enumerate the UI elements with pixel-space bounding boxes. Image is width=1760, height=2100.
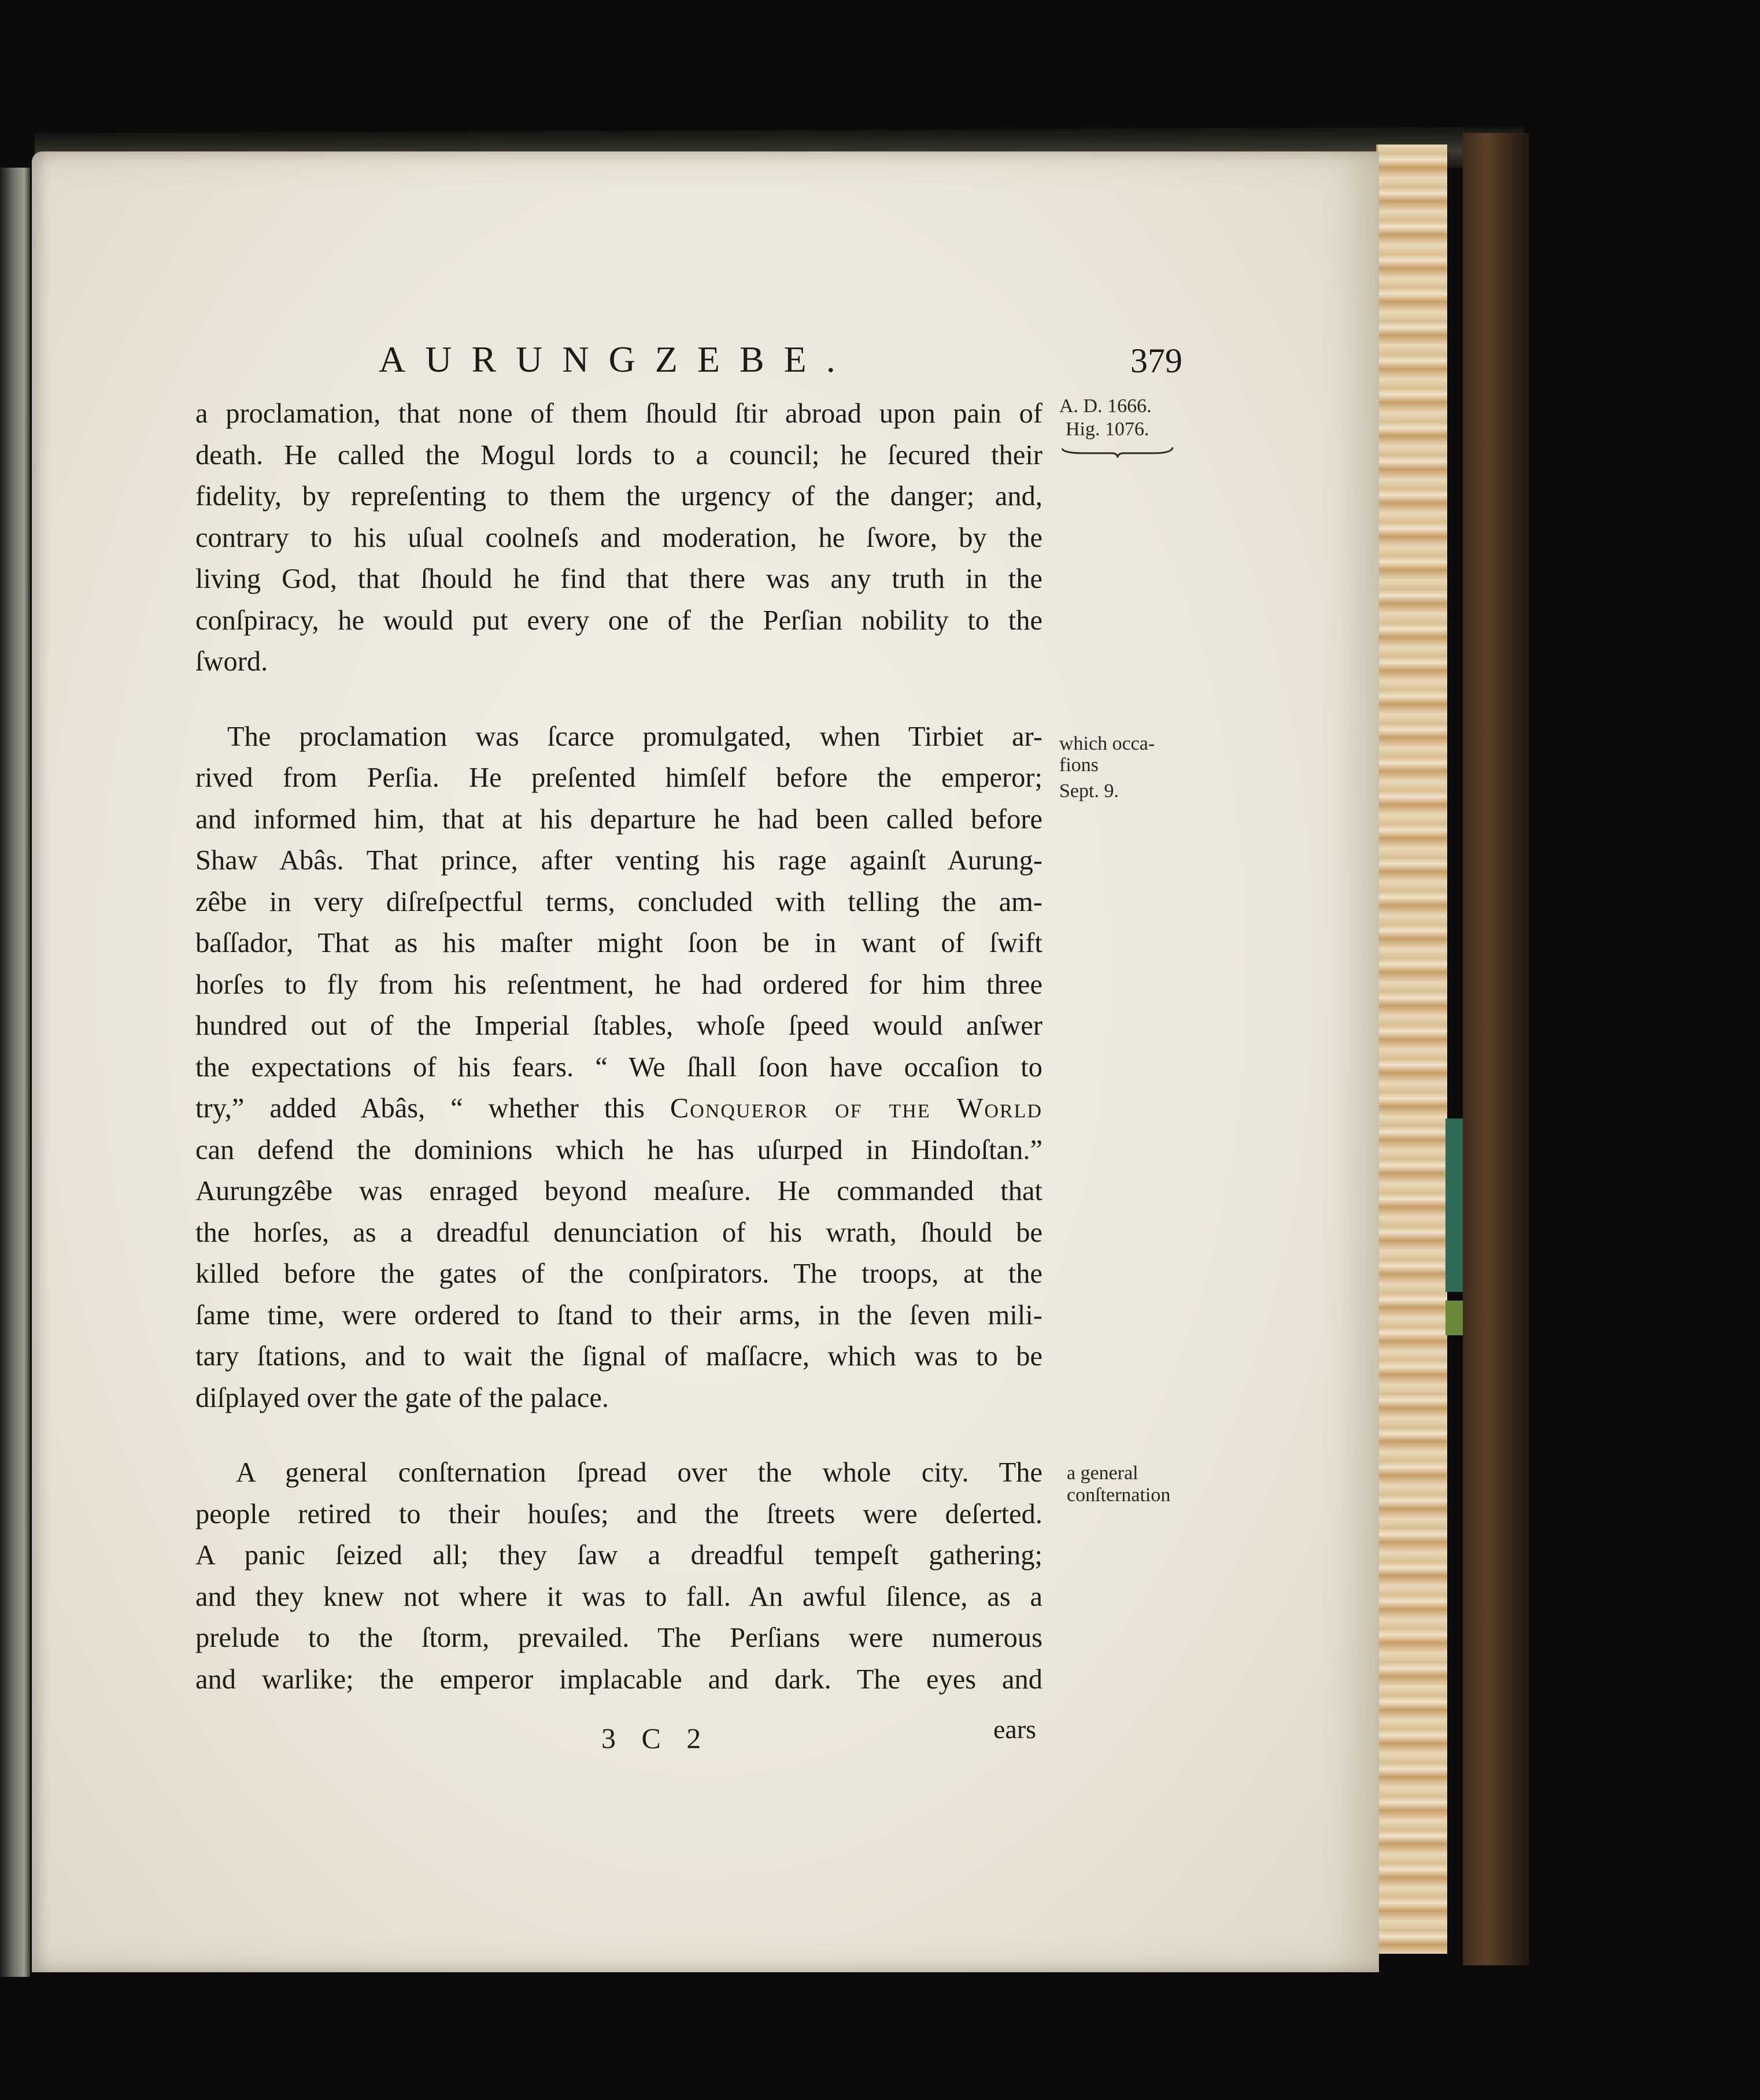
text-line: horſes to fly from his reſentment, he had ordered for him three [195, 969, 1042, 1000]
text-line: and informed him, that at his departure he had been called before [195, 803, 1042, 835]
text-line: diſplayed over the gate of the palace. [195, 1382, 609, 1413]
text-line: the horſes, as a dreadful denunciation of his wrath, ſhould be [195, 1217, 1042, 1248]
text-line: baſſador, That as his maſter might ſoon be in want of ſwift [195, 928, 1042, 958]
running-head: AURUNGZEBE. [379, 339, 855, 380]
side-note-consternation-2: conſternation [1067, 1484, 1171, 1506]
text-line: and they knew not where it was to fall. An awful ſilence, as a [195, 1581, 1042, 1612]
text-line: killed before the gates of the conſpirators. The troops, at the [195, 1258, 1042, 1289]
text-line: prelude to the ſtorm, prevailed. The Perſians were numerous [195, 1623, 1042, 1653]
side-note-consternation-1: a general [1067, 1462, 1138, 1484]
side-note-occasions-2: fions [1059, 754, 1099, 776]
side-note-brace [1061, 446, 1174, 458]
page-fore-edge [1376, 145, 1447, 1954]
text-line: living God, that ſhould he find that there was any truth in the [195, 564, 1042, 594]
text-line: A general conſternation ſpread over the whole city. The [236, 1457, 1042, 1488]
text-line: tary ſtations, and to wait the ſignal of maſſacre, which was to be [195, 1341, 1042, 1372]
text-line: the expectations of his fears. “ We ſhall ſoon have occaſion to [195, 1051, 1042, 1083]
text-line: Shaw Abâs. That prince, after venting his rage againſt Aurung- [195, 845, 1042, 876]
text-line: ſword. [195, 646, 268, 677]
text-line: A panic ſeized all; they ſaw a dreadful tempeſt gathering; [195, 1540, 1042, 1571]
catchword: ears [993, 1714, 1037, 1744]
text-line: a proclamation, that none of them ſhould ſtir abroad upon pain of [195, 398, 1042, 429]
text-line: people retired to their houſes; and the ſtreets were deſerted. [195, 1498, 1042, 1529]
text-line [195, 1088, 1042, 1129]
text-line: zêbe in very diſreſpectful terms, concluded with telling the am- [195, 886, 1042, 917]
text-line: can defend the dominions which he has uſurped in Hindoſtan.” [195, 1134, 1042, 1165]
text-line: and warlike; the emperor implacable and dark. The eyes and [195, 1664, 1042, 1695]
text-line: Aurungzêbe was enraged beyond meaſure. He commanded that [195, 1176, 1042, 1206]
text-line: fidelity, by repreſenting to them the urgency of the danger; and, [195, 481, 1042, 512]
text-line: conſpiracy, he would put every one of the Perſian nobility to the [195, 605, 1042, 636]
cover-right-board [1463, 133, 1529, 1965]
text-line: hundred out of the Imperial ſtables, whoſe ſpeed would anſwer [195, 1010, 1042, 1041]
text-line: rived from Perſia. He preſented himſelf before the emperor; [195, 762, 1042, 793]
paragraph-gap [195, 1418, 1042, 1452]
side-note-occasions-1: which occa- [1059, 733, 1155, 754]
fore-edge-marker-olive [1445, 1301, 1463, 1335]
text-line: The proclamation was ſcarce promulgated, when Tirbiet ar- [227, 721, 1042, 752]
fore-edge-marker-green [1445, 1118, 1463, 1292]
body-text [195, 393, 1042, 1700]
text-line: ſame time, were ordered to ſtand to their arms, in the ſeven mili- [195, 1299, 1042, 1331]
bleed-through-text [298, 342, 308, 372]
left-binding [0, 168, 30, 1977]
small-caps-phrase: Conqueror of the World [670, 1093, 1042, 1124]
side-note-date-2: Hig. 1076. [1066, 418, 1149, 440]
signature-mark: 3 C 2 [601, 1722, 711, 1754]
side-note-date-1: A. D. 1666. [1059, 395, 1152, 417]
text-line: death. He called the Mogul lords to a council; he ſecured their [195, 439, 1042, 471]
text-line: contrary to his uſual coolneſs and moderation, he ſwore, by the [195, 522, 1042, 553]
page-number: 379 [1130, 342, 1182, 380]
paragraph-gap [195, 683, 1042, 716]
text-fragment: try,” added Abâs, “ whether this [195, 1093, 670, 1124]
side-note-occasions-3: Sept. 9. [1059, 780, 1119, 802]
